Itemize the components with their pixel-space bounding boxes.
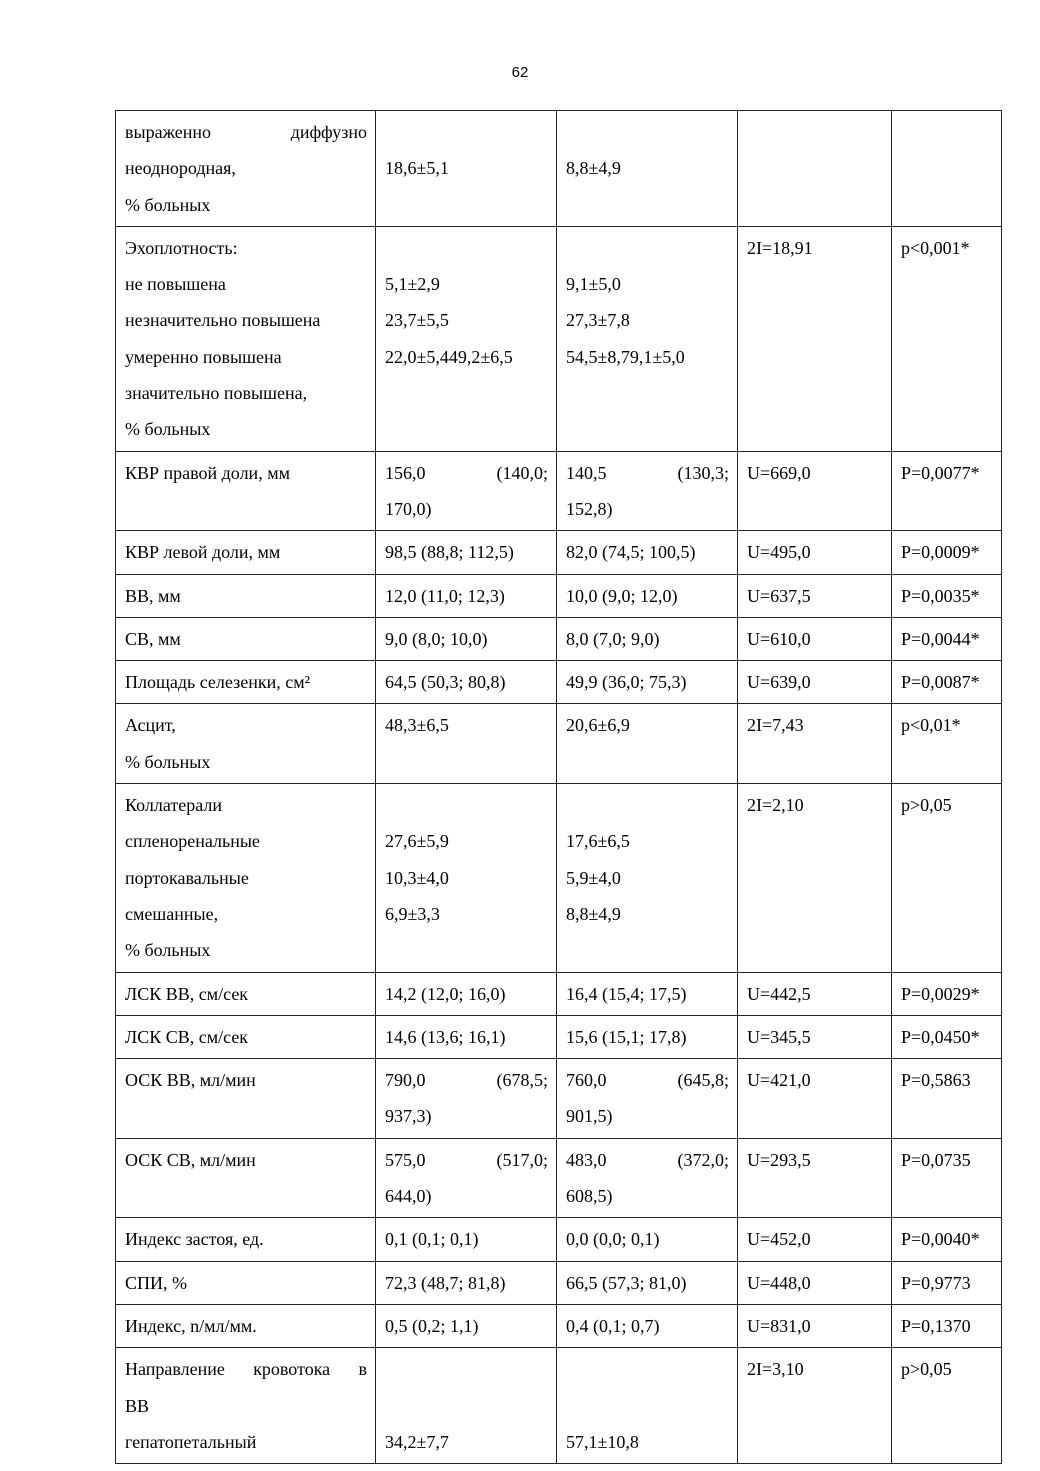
cell-line: ЛСК СВ, см/сек bbox=[125, 1026, 249, 1047]
statistic-cell bbox=[738, 1059, 892, 1139]
cell-line: 66,5 (57,3; 81,0) bbox=[566, 1272, 687, 1293]
cell-line: 2I=7,43 bbox=[747, 715, 804, 736]
cell-line: P=0,1370 bbox=[901, 1315, 971, 1336]
cell-line: 8,8±4,9 bbox=[566, 158, 621, 179]
cell-line: U=421,0 bbox=[747, 1070, 811, 1091]
cell-line: 901,5) bbox=[566, 1106, 613, 1127]
statistic-cell bbox=[738, 617, 892, 660]
group1-cell bbox=[376, 704, 557, 784]
page-number: 62 bbox=[511, 64, 529, 81]
cell-line: P=0,0009* bbox=[901, 542, 980, 563]
cell-line bbox=[385, 787, 548, 823]
p-value-cell bbox=[892, 1015, 1002, 1058]
parameter-cell bbox=[116, 1138, 376, 1218]
parameter-cell bbox=[116, 784, 376, 972]
p-value-cell bbox=[892, 1059, 1002, 1139]
parameter-cell bbox=[116, 704, 376, 784]
p-value-cell bbox=[892, 531, 1002, 574]
cell-line: P=0,0087* bbox=[901, 672, 980, 693]
cell-line: P=0,0029* bbox=[901, 983, 980, 1004]
cell-line bbox=[566, 1351, 729, 1387]
group2-cell bbox=[557, 972, 738, 1015]
group2-cell bbox=[557, 1015, 738, 1058]
cell-line: значительно повышена, bbox=[125, 383, 308, 404]
cell-line: 790,0 (678,5; bbox=[385, 1070, 548, 1091]
cell-line: 937,3) bbox=[385, 1106, 432, 1127]
cell-line: U=293,5 bbox=[747, 1149, 811, 1170]
statistic-cell bbox=[738, 1218, 892, 1261]
p-value-cell bbox=[892, 1218, 1002, 1261]
p-value-cell bbox=[892, 574, 1002, 617]
cell-line: Направление кровотока в bbox=[125, 1359, 367, 1380]
group2-cell bbox=[557, 784, 738, 972]
p-value-cell bbox=[892, 111, 1002, 227]
cell-line: 483,0 (372,0; bbox=[566, 1149, 729, 1170]
p-value-cell bbox=[892, 1304, 1002, 1347]
p-value-cell bbox=[892, 226, 1002, 451]
table-row bbox=[116, 704, 1002, 784]
group2-cell bbox=[557, 1218, 738, 1261]
cell-line: 0,5 (0,2; 1,1) bbox=[385, 1315, 479, 1336]
cell-line: 0,0 (0,0; 0,1) bbox=[566, 1229, 660, 1250]
cell-line bbox=[385, 114, 548, 150]
cell-line: 57,1±10,8 bbox=[566, 1431, 639, 1452]
cell-line: портокавальные bbox=[125, 867, 249, 888]
table-row bbox=[116, 1348, 1002, 1464]
cell-line: 49,9 (36,0; 75,3) bbox=[566, 672, 687, 693]
statistic-cell bbox=[738, 1261, 892, 1304]
group1-cell bbox=[376, 111, 557, 227]
cell-line: незначительно повышена bbox=[125, 310, 321, 331]
group2-cell bbox=[557, 617, 738, 660]
table-row bbox=[116, 617, 1002, 660]
cell-line: U=495,0 bbox=[747, 542, 811, 563]
parameter-cell bbox=[116, 111, 376, 227]
parameter-cell bbox=[116, 1015, 376, 1058]
cell-line: 2I=3,10 bbox=[747, 1359, 804, 1380]
table-row bbox=[116, 1218, 1002, 1261]
cell-line: Коллатерали bbox=[125, 795, 222, 816]
cell-line bbox=[566, 1388, 729, 1424]
cell-line: P=0,9773 bbox=[901, 1272, 971, 1293]
cell-line: 72,3 (48,7; 81,8) bbox=[385, 1272, 506, 1293]
group2-cell bbox=[557, 531, 738, 574]
cell-line: % больных bbox=[125, 419, 211, 440]
cell-line: 34,2±7,7 bbox=[385, 1431, 449, 1452]
cell-line: 17,6±6,5 bbox=[566, 831, 630, 852]
cell-line: 575,0 (517,0; bbox=[385, 1149, 548, 1170]
cell-line bbox=[385, 1388, 548, 1424]
cell-line: ОСК СВ, мл/мин bbox=[125, 1149, 256, 1170]
cell-line bbox=[566, 187, 729, 223]
cell-line: выраженно диффузно bbox=[125, 122, 367, 142]
group2-cell bbox=[557, 1261, 738, 1304]
cell-line: 20,6±6,9 bbox=[566, 715, 630, 736]
group2-cell bbox=[557, 1304, 738, 1347]
p-value-cell bbox=[892, 661, 1002, 704]
parameter-cell bbox=[116, 661, 376, 704]
group1-cell bbox=[376, 784, 557, 972]
results-table bbox=[115, 110, 1002, 1464]
cell-line: P=0,0035* bbox=[901, 585, 980, 606]
cell-line: 5,1±2,9 bbox=[385, 274, 440, 295]
cell-line: Индекс, n/мл/мм. bbox=[125, 1315, 257, 1336]
cell-line: P=0,0450* bbox=[901, 1026, 980, 1047]
parameter-cell bbox=[116, 1218, 376, 1261]
p-value-cell bbox=[892, 451, 1002, 531]
table-row bbox=[116, 111, 1002, 227]
group1-cell bbox=[376, 531, 557, 574]
cell-line: 10,3±4,0 bbox=[385, 867, 449, 888]
parameter-cell bbox=[116, 1059, 376, 1139]
table-row bbox=[116, 574, 1002, 617]
statistic-cell bbox=[738, 1304, 892, 1347]
cell-line: 10,0 (9,0; 12,0) bbox=[566, 585, 678, 606]
statistic-cell bbox=[738, 704, 892, 784]
group1-cell bbox=[376, 1015, 557, 1058]
cell-line: Площадь селезенки, см² bbox=[125, 672, 310, 693]
group1-cell bbox=[376, 1304, 557, 1347]
cell-line: p<0,001* bbox=[901, 237, 970, 258]
group1-cell bbox=[376, 972, 557, 1015]
table-row bbox=[116, 1138, 1002, 1218]
parameter-cell bbox=[116, 226, 376, 451]
cell-line: СВ, мм bbox=[125, 628, 181, 649]
group1-cell bbox=[376, 1059, 557, 1139]
cell-line: 156,0 (140,0; bbox=[385, 462, 548, 483]
cell-line: P=0,0044* bbox=[901, 628, 980, 649]
cell-line: 14,6 (13,6; 16,1) bbox=[385, 1026, 506, 1047]
cell-line: 15,6 (15,1; 17,8) bbox=[566, 1026, 687, 1047]
cell-line: 8,8±4,9 bbox=[566, 903, 621, 924]
cell-line: 12,0 (11,0; 12,3) bbox=[385, 585, 505, 606]
group2-cell bbox=[557, 661, 738, 704]
table-row bbox=[116, 784, 1002, 972]
cell-line: СПИ, % bbox=[125, 1272, 187, 1293]
group1-cell bbox=[376, 1138, 557, 1218]
parameter-cell bbox=[116, 1304, 376, 1347]
group2-cell bbox=[557, 574, 738, 617]
cell-line: p>0,05 bbox=[901, 795, 952, 816]
cell-line: КВР левой доли, мм bbox=[125, 542, 281, 563]
cell-line bbox=[385, 187, 548, 223]
group2-cell bbox=[557, 451, 738, 531]
parameter-cell bbox=[116, 617, 376, 660]
cell-line: 23,7±5,5 bbox=[385, 310, 449, 331]
table-row bbox=[116, 1261, 1002, 1304]
cell-line: P=0,0735 bbox=[901, 1149, 971, 1170]
table-row bbox=[116, 661, 1002, 704]
group2-cell bbox=[557, 1348, 738, 1464]
cell-line: ВВ, мм bbox=[125, 585, 181, 606]
cell-line bbox=[385, 1351, 548, 1387]
p-value-cell bbox=[892, 1348, 1002, 1464]
cell-line: % больных bbox=[125, 194, 211, 215]
cell-line: U=452,0 bbox=[747, 1229, 811, 1250]
cell-line: КВР правой доли, мм bbox=[125, 462, 290, 483]
table-row bbox=[116, 1015, 1002, 1058]
table-row bbox=[116, 972, 1002, 1015]
table-row bbox=[116, 226, 1002, 451]
cell-line: 27,3±7,8 bbox=[566, 310, 630, 331]
cell-line: Индекс застоя, ед. bbox=[125, 1229, 264, 1250]
statistic-cell bbox=[738, 784, 892, 972]
group1-cell bbox=[376, 661, 557, 704]
cell-line: 6,9±3,3 bbox=[385, 903, 440, 924]
table-row bbox=[116, 1304, 1002, 1347]
cell-line: U=610,0 bbox=[747, 628, 811, 649]
cell-line: U=448,0 bbox=[747, 1272, 811, 1293]
cell-line: 5,9±4,0 bbox=[566, 867, 621, 888]
cell-line bbox=[901, 114, 993, 150]
table-row bbox=[116, 451, 1002, 531]
cell-line: умеренно повышена bbox=[125, 346, 282, 367]
group1-cell bbox=[376, 1261, 557, 1304]
group2-cell bbox=[557, 226, 738, 451]
cell-line: P=0,5863 bbox=[901, 1070, 971, 1091]
p-value-cell bbox=[892, 704, 1002, 784]
cell-line: 152,8) bbox=[566, 498, 613, 519]
group2-cell bbox=[557, 1138, 738, 1218]
p-value-cell bbox=[892, 1261, 1002, 1304]
group2-cell bbox=[557, 1059, 738, 1139]
cell-line: % больных bbox=[125, 751, 211, 772]
cell-line: 82,0 (74,5; 100,5) bbox=[566, 542, 696, 563]
statistic-cell bbox=[738, 1015, 892, 1058]
table-row bbox=[116, 1059, 1002, 1139]
parameter-cell bbox=[116, 531, 376, 574]
cell-line: % больных bbox=[125, 940, 211, 961]
cell-line: 14,2 (12,0; 16,0) bbox=[385, 983, 506, 1004]
statistic-cell bbox=[738, 531, 892, 574]
cell-line: 140,5 (130,3; bbox=[566, 462, 729, 483]
parameter-cell bbox=[116, 1348, 376, 1464]
cell-line: гепатопетальный bbox=[125, 1431, 257, 1452]
cell-line: p>0,05 bbox=[901, 1359, 952, 1380]
cell-line: ЛСК ВВ, см/сек bbox=[125, 983, 249, 1004]
group1-cell bbox=[376, 451, 557, 531]
statistic-cell bbox=[738, 972, 892, 1015]
cell-line: 48,3±6,5 bbox=[385, 715, 449, 736]
cell-line: 22,0±5,449,2±6,5 bbox=[385, 346, 513, 367]
cell-line: 760,0 (645,8; bbox=[566, 1070, 729, 1091]
cell-line bbox=[566, 787, 729, 823]
cell-line: U=831,0 bbox=[747, 1315, 811, 1336]
cell-line bbox=[566, 230, 729, 266]
cell-line: 16,4 (15,4; 17,5) bbox=[566, 983, 687, 1004]
cell-line: 0,4 (0,1; 0,7) bbox=[566, 1315, 660, 1336]
group2-cell bbox=[557, 111, 738, 227]
cell-line: Асцит, bbox=[125, 715, 176, 736]
group1-cell bbox=[376, 1348, 557, 1464]
group2-cell bbox=[557, 704, 738, 784]
cell-line: p<0,01* bbox=[901, 715, 961, 736]
cell-line: U=639,0 bbox=[747, 672, 811, 693]
cell-line: P=0,0040* bbox=[901, 1229, 980, 1250]
cell-line: P=0,0077* bbox=[901, 462, 980, 483]
cell-line bbox=[747, 114, 883, 150]
cell-line bbox=[566, 114, 729, 150]
cell-line: 27,6±5,9 bbox=[385, 831, 449, 852]
cell-line: 0,1 (0,1; 0,1) bbox=[385, 1229, 479, 1250]
group1-cell bbox=[376, 617, 557, 660]
statistic-cell bbox=[738, 661, 892, 704]
parameter-cell bbox=[116, 1261, 376, 1304]
statistic-cell bbox=[738, 574, 892, 617]
p-value-cell bbox=[892, 617, 1002, 660]
statistic-cell bbox=[738, 1348, 892, 1464]
parameter-cell bbox=[116, 574, 376, 617]
p-value-cell bbox=[892, 784, 1002, 972]
cell-line: 2I=18,91 bbox=[747, 237, 813, 258]
cell-line: 2I=2,10 bbox=[747, 795, 804, 816]
cell-line: 64,5 (50,3; 80,8) bbox=[385, 672, 506, 693]
table-row bbox=[116, 531, 1002, 574]
statistic-cell bbox=[738, 1138, 892, 1218]
cell-line: Эхоплотность: bbox=[125, 237, 238, 258]
cell-line: U=669,0 bbox=[747, 462, 811, 483]
cell-line: U=637,5 bbox=[747, 585, 811, 606]
cell-line: 18,6±5,1 bbox=[385, 158, 449, 179]
cell-line: ОСК ВВ, мл/мин bbox=[125, 1070, 256, 1091]
parameter-cell bbox=[116, 972, 376, 1015]
group1-cell bbox=[376, 574, 557, 617]
statistic-cell bbox=[738, 226, 892, 451]
cell-line: 9,1±5,0 bbox=[566, 274, 621, 295]
cell-line: 170,0) bbox=[385, 498, 432, 519]
cell-line: 9,0 (8,0; 10,0) bbox=[385, 628, 488, 649]
cell-line: не повышена bbox=[125, 274, 226, 295]
cell-line: смешанные, bbox=[125, 903, 219, 924]
cell-line: U=345,5 bbox=[747, 1026, 811, 1047]
cell-line: 644,0) bbox=[385, 1186, 432, 1207]
cell-line: ВВ bbox=[125, 1395, 150, 1416]
group1-cell bbox=[376, 1218, 557, 1261]
statistic-cell bbox=[738, 111, 892, 227]
p-value-cell bbox=[892, 972, 1002, 1015]
group1-cell bbox=[376, 226, 557, 451]
cell-line: 98,5 (88,8; 112,5) bbox=[385, 542, 514, 563]
cell-line: 54,5±8,79,1±5,0 bbox=[566, 346, 685, 367]
cell-line: U=442,5 bbox=[747, 983, 811, 1004]
cell-line bbox=[385, 230, 548, 266]
cell-line: спленоренальные bbox=[125, 831, 260, 852]
cell-line: 8,0 (7,0; 9,0) bbox=[566, 628, 660, 649]
p-value-cell bbox=[892, 1138, 1002, 1218]
parameter-cell bbox=[116, 451, 376, 531]
cell-line: 608,5) bbox=[566, 1186, 613, 1207]
cell-line: неоднородная, bbox=[125, 158, 236, 179]
statistic-cell bbox=[738, 451, 892, 531]
